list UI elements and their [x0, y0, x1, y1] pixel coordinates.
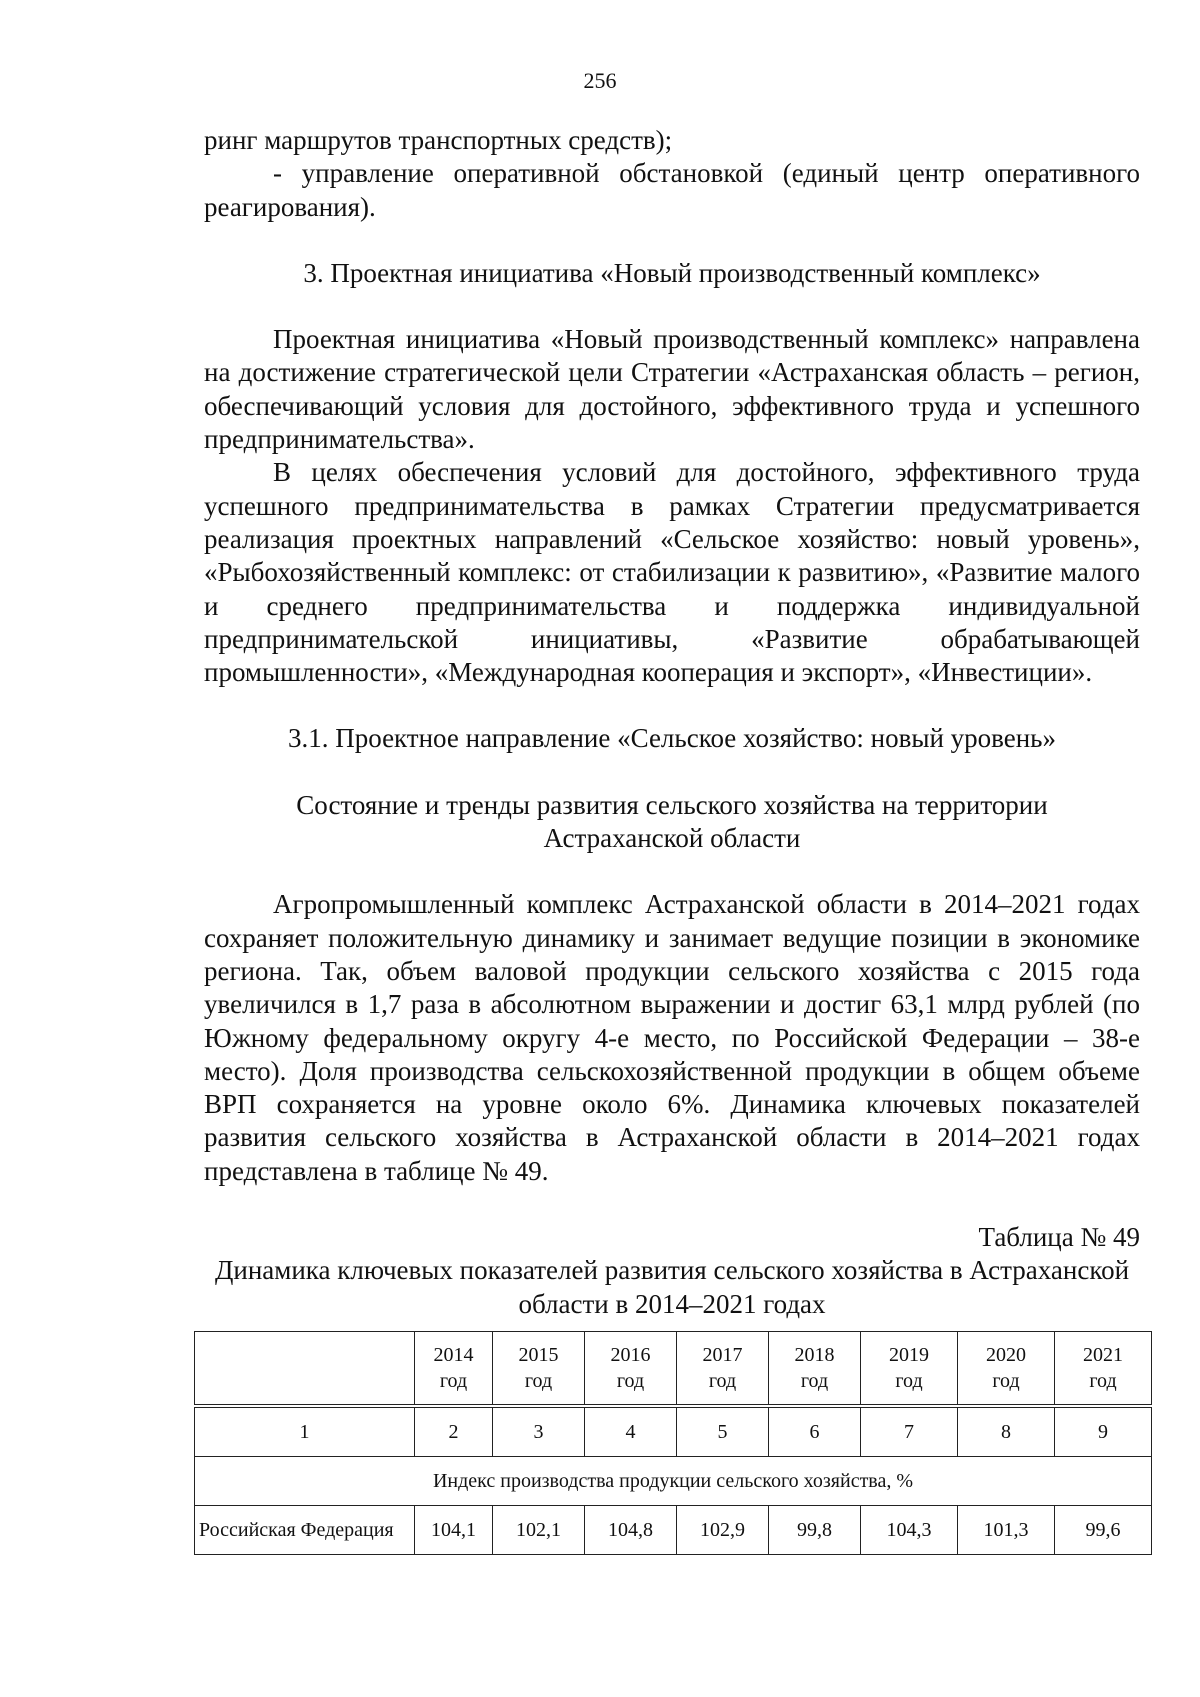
year-label: 2020 — [986, 1344, 1026, 1366]
column-number-cell: 9 — [1055, 1408, 1152, 1457]
year-unit: год — [439, 1370, 468, 1392]
page-number: 256 — [583, 68, 617, 93]
year-unit: год — [992, 1370, 1020, 1392]
document-body — [204, 124, 1140, 1321]
column-number-cell: 8 — [958, 1408, 1055, 1457]
header-cell-year — [769, 1332, 861, 1405]
header-cell-year — [861, 1332, 958, 1405]
section-heading-initiative: 3. Проектная инициатива «Новый производственный комплекс» — [303, 257, 1041, 288]
column-number-cell: 5 — [677, 1408, 769, 1457]
table-caption: Динамика ключевых показателей развития сельского хозяйства в Астраханской области в 2014–2021 годах — [214, 1255, 1130, 1319]
year-unit: год — [708, 1370, 737, 1392]
value-cell: 101,3 — [958, 1506, 1055, 1555]
column-number-cell: 4 — [585, 1408, 677, 1457]
table-section-row — [195, 1457, 1152, 1506]
column-number-cell: 1 — [195, 1408, 415, 1457]
year-label: 2017 — [702, 1344, 743, 1366]
column-number-cell: 6 — [769, 1408, 861, 1457]
year-label: 2021 — [1083, 1344, 1123, 1366]
paragraph-project-directions: В целях обеспечения условий для достойного, эффективного труда успешного предпринимательства в рамках Стратегии предусматривается реализация проектных направлений «Сельское хозяйство: новый уровень», «Рыбохозяйственный комплекс: от стабилизации к развитию», «Развитие малого и среднего предпринимательства и поддержка индивидуальной предпринимательской инициативы, «Развитие обрабатывающей промышленности», «Международная кооперация и экспорт», «Инвестиции». — [204, 457, 1140, 688]
header-cell-year — [493, 1332, 585, 1405]
section-title-cell: Индекс производства продукции сельского хозяйства, % — [195, 1457, 1152, 1506]
value-cell: 102,1 — [493, 1506, 585, 1555]
column-number-cell: 3 — [493, 1408, 585, 1457]
table-row — [195, 1506, 1152, 1555]
year-unit: год — [524, 1370, 553, 1392]
value-cell: 102,9 — [677, 1506, 769, 1555]
year-unit: год — [1089, 1370, 1117, 1392]
header-cell-year — [958, 1332, 1055, 1405]
header-cell-year — [415, 1332, 493, 1405]
year-unit: год — [616, 1370, 645, 1392]
header-cell-empty — [195, 1332, 415, 1405]
section-heading-agriculture: 3.1. Проектное направление «Сельское хозяйство: новый уровень» — [287, 723, 1056, 754]
subsection-heading-trends: Состояние и тренды развития сельского хозяйства на территории Астраханской области — [296, 789, 1048, 854]
paragraph-operational-control: - управление оперативной обстановкой (единый центр оперативного реагирования). — [204, 158, 1140, 222]
data-table — [194, 1331, 1152, 1555]
paragraph-route-monitoring: ринг маршрутов транспортных средств); — [204, 125, 673, 155]
column-number-cell: 7 — [861, 1408, 958, 1457]
table-number: Таблица № 49 — [978, 1222, 1140, 1253]
value-cell: 104,3 — [861, 1506, 958, 1555]
year-label: 2019 — [889, 1344, 929, 1366]
value-cell: 104,8 — [585, 1506, 677, 1555]
paragraph-agro-complex: Агропромышленный комплекс Астраханской области в 2014–2021 годах сохраняет положительную динамику и занимает ведущие позиции в экономике региона. Так, объем валовой продукции сельского хозяйства с 2015 года увеличился в 1,7 раза в абсолютном выражении и достиг 63,1 млрд рублей (по Южному федеральному округу 4-е место, по Российской Федерации – 38-е место). Доля производства сельскохозяйственной продукции в общем объеме ВРП сохраняется на уровне около 6%. Динамика ключевых показателей развития сельского хозяйства в Астраханской области в 2014–2021 годах представлена в таблице № 49. — [204, 889, 1140, 1186]
year-label: 2018 — [794, 1344, 835, 1366]
year-unit: год — [895, 1370, 923, 1392]
year-label: 2016 — [610, 1344, 651, 1366]
header-cell-year — [677, 1332, 769, 1405]
year-unit: год — [800, 1370, 829, 1392]
column-number-row — [195, 1408, 1152, 1457]
year-label: 2014 — [433, 1344, 474, 1366]
table-header-row — [195, 1332, 1152, 1405]
paragraph-initiative-goal: Проектная инициатива «Новый производственный комплекс» направлена на достижение стратегической цели Стратегии «Астраханская область – регион, обеспечивающий условия для достойного, эффективного труда и успешного предпринимательства». — [204, 324, 1140, 455]
column-number-cell: 2 — [415, 1408, 493, 1457]
header-cell-year — [585, 1332, 677, 1405]
row-label-cell: Российская Федерация — [195, 1506, 415, 1555]
year-label: 2015 — [518, 1344, 559, 1366]
value-cell: 99,6 — [1055, 1506, 1152, 1555]
value-cell: 99,8 — [769, 1506, 861, 1555]
value-cell: 104,1 — [415, 1506, 493, 1555]
header-cell-year — [1055, 1332, 1152, 1405]
